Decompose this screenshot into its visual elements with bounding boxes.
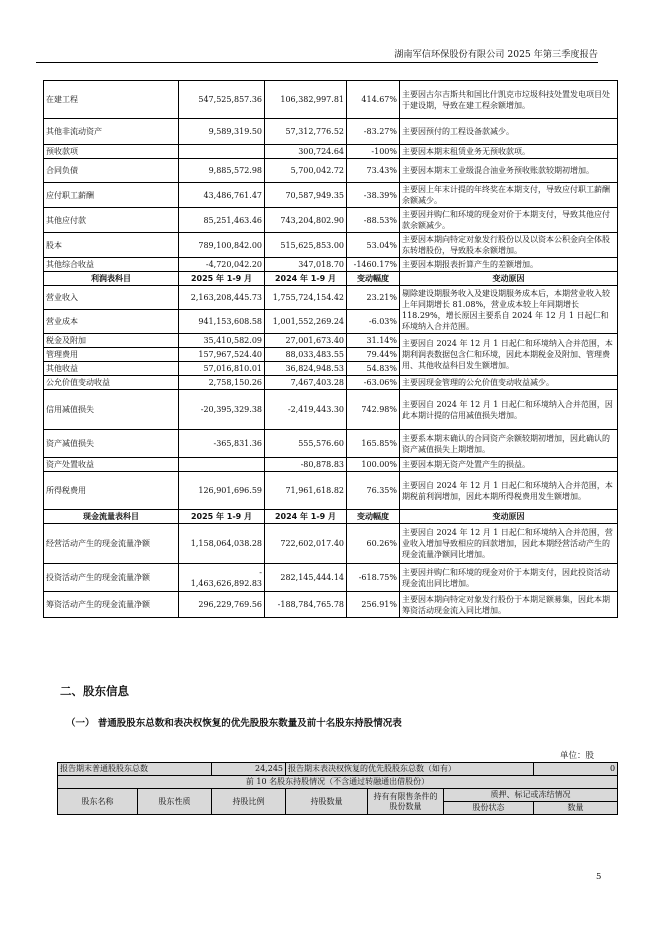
table-row: 筹资活动产生的现金流量净额 296,229,769.56 -188,784,765.78 256.91% 主要因本期向特定对象发行股份于本期足额募集，因此本期筹资活动现金流入同比增加。 <box>44 592 618 618</box>
row-previous: 70,587,949.35 <box>265 183 347 208</box>
table-row <box>44 208 618 233</box>
row-current: 547,525,857.36 <box>179 81 265 119</box>
row-item: 其他应付款 <box>44 208 179 233</box>
row-previous: 347,018.70 <box>265 258 347 272</box>
page-number: 5 <box>596 872 602 882</box>
table-row: 营业成本 941,153,608.58 1,001,552,269.24 -6.03% <box>44 310 618 334</box>
row-change: 73.43% <box>347 159 400 183</box>
row-item: 应付职工薪酬 <box>44 183 179 208</box>
table-row: 管理费用 157,967,524.40 88,033,483.55 79.44% <box>44 348 618 362</box>
row-reason: 主要因古尔吉斯共和国比什凯克市垃圾科技处置发电项目处于建设期，导致在建工程余额增加。 <box>400 81 618 119</box>
table-row: 其他收益 57,016,810.01 36,824,948.53 54.83% <box>44 362 618 376</box>
table-row <box>44 159 618 183</box>
table-row: 股份状态 数量 <box>58 802 618 815</box>
table-row <box>44 233 618 258</box>
row-item: 股本 <box>44 233 179 258</box>
row-current: -4,720,042.20 <box>179 258 265 272</box>
table-row <box>44 258 618 272</box>
header-rule <box>36 62 598 63</box>
row-reason: 主要因预付的工程设备款减少。 <box>400 119 618 145</box>
row-reason: 主要因本期末工业级混合油业务预收账款较期初增加。 <box>400 159 618 183</box>
row-change: 414.67% <box>347 81 400 119</box>
table-row <box>44 81 618 119</box>
row-reason: 主要因上年末计提的年终奖在本期支付，导致应付职工薪酬余额减少。 <box>400 183 618 208</box>
row-item: 其他非流动资产 <box>44 119 179 145</box>
revenue-cost-reason: 剔除建设期服务收入及建设期服务成本后，本期营业收入较上年同期增长 81.08%，营业成本较上年同期增长 118.29%，增长原因主要系自 2024 年 12 月 1 日起仁和环境纳入合并范围。 <box>400 286 618 334</box>
row-item: 预收款项 <box>44 145 179 159</box>
row-current <box>179 145 265 159</box>
row-reason: 主要因并购仁和环境的现金对价于本期支付，导致其他应付款余额减少。 <box>400 208 618 233</box>
unit-label: 单位：股 <box>560 751 595 761</box>
row-previous: 300,724.64 <box>265 145 347 159</box>
financial-change-table <box>43 80 618 618</box>
row-previous: 515,625,853.00 <box>265 233 347 258</box>
row-item: 在建工程 <box>44 81 179 119</box>
row-current: 9,589,319.50 <box>179 119 265 145</box>
row-change: -100% <box>347 145 400 159</box>
tax-admin-reason: 主要因自 2024 年 12 月 1 日起仁和环境纳入合并范围，本期利润表数据包含仁和环境，因此本期税金及附加、管理费用、其他收益科目发生额增加。 <box>400 334 618 376</box>
row-reason: 主要因本期末租赁业务无预收款项。 <box>400 145 618 159</box>
row-reason: 主要因本期报表折算产生的差额增加。 <box>400 258 618 272</box>
row-change: -38.39% <box>347 183 400 208</box>
table-row: 税金及附加 35,410,582.09 27,001,673.40 31.14% 主要因自 2024 年 12 月 1 日起仁和环境纳入合并范围，本期利润表数据包含仁和环境，因此本期税金及附加、管理费用、其他收益科目发生额增加。 <box>44 334 618 348</box>
cashflow-section-header: 现金流量表科目 2025 年 1-9 月 2024 年 1-9 月 变动幅度 变动原因 <box>44 510 618 524</box>
table-row: 投资活动产生的现金流量净额 - 1,463,626,892.83 282,145,444.14 -618.75% 主要因并购仁和环境的现金对价于本期支付，因此投资活动现金流出同比增加。 <box>44 564 618 592</box>
shareholder-table <box>57 762 618 815</box>
table-row: 信用减值损失 -20,395,329.38 -2,419,443.30 742.98% 主要因自 2024 年 12 月 1 日起仁和环境纳入合并范围，因此本期计提的信用减值损失增加。 <box>44 390 618 430</box>
row-current: 9,885,572.98 <box>179 159 265 183</box>
row-change: 53.04% <box>347 233 400 258</box>
table-row: 经营活动产生的现金流量净额 1,158,064,038.28 722,602,017.40 60.26% 主要因自 2024 年 12 月 1 日起仁和环境纳入合并范围，营业收入增加导致相应的回款增加，因此本期经营活动产生的现金流量净额同比增加。 <box>44 524 618 564</box>
table-row <box>44 145 618 159</box>
table-row: 公允价值变动收益 2,758,150.26 7,467,403.28 -63.06% 主要因现金管理的公允价值变动收益减少。 <box>44 376 618 390</box>
row-previous: 5,700,042.72 <box>265 159 347 183</box>
row-change: -88.53% <box>347 208 400 233</box>
row-current: 85,251,463.46 <box>179 208 265 233</box>
row-change: -1460.17% <box>347 258 400 272</box>
row-item: 其他综合收益 <box>44 258 179 272</box>
row-previous: 57,312,776.52 <box>265 119 347 145</box>
row-current: 789,100,842.00 <box>179 233 265 258</box>
table-row: 股东名称 股东性质 持股比例 持股数量 持有有限售条件的股份数量 质押、标记或冻结情况 <box>58 789 618 802</box>
table-row: 资产处置收益 -80,878.83 100.00% 主要因本期无资产处置产生的损益。 <box>44 458 618 472</box>
row-previous: 106,382,997.81 <box>265 81 347 119</box>
table-row: 前 10 名股东持股情况（不含通过转融通出借股份） <box>58 776 618 789</box>
row-item: 合同负债 <box>44 159 179 183</box>
section-subtitle: （一） 普通股股东总数和表决权恢复的优先股股东数量及前十名股东持股情况表 <box>66 718 402 729</box>
table-row <box>44 119 618 145</box>
income-section-header: 利润表科目 2025 年 1-9 月 2024 年 1-9 月 变动幅度 变动原因 <box>44 272 618 286</box>
table-row: 报告期末普通股股东总数 24,245 报告期末表决权恢复的优先股股东总数（如有） 0 <box>58 763 618 776</box>
row-current: 43,486,761.47 <box>179 183 265 208</box>
table-row: 所得税费用 126,901,696.59 71,961,618.82 76.35% 主要因自 2024 年 12 月 1 日起仁和环境纳入合并范围，本期税前利润增加，因此本期所得税费用发生额增加。 <box>44 472 618 510</box>
row-reason: 主要因本期向特定对象发行股份以及以资本公积金向全体股东转增股份，导致股本余额增加。 <box>400 233 618 258</box>
table-row: 资产减值损失 -365,831.36 555,576.60 165.85% 主要系本期末确认的合同资产余额较期初增加，因此确认的资产减值损失上期增加。 <box>44 430 618 458</box>
row-change: -83.27% <box>347 119 400 145</box>
table-row <box>44 183 618 208</box>
page-header: 湖南军信环保股份有限公司 2025 年第三季度报告 <box>394 49 598 60</box>
row-previous: 743,204,802.90 <box>265 208 347 233</box>
section-title: 二、股东信息 <box>60 684 129 698</box>
table-row: 营业收入 2,163,208,445.73 1,755,724,154.42 23.21% 剔除建设期服务收入及建设期服务成本后，本期营业收入较上年同期增长 81.08%，营业成本较上年同期增长 118.29%，增长原因主要系自 2024 年 12 月 1 日起仁和环境纳入合并范围。 <box>44 286 618 310</box>
